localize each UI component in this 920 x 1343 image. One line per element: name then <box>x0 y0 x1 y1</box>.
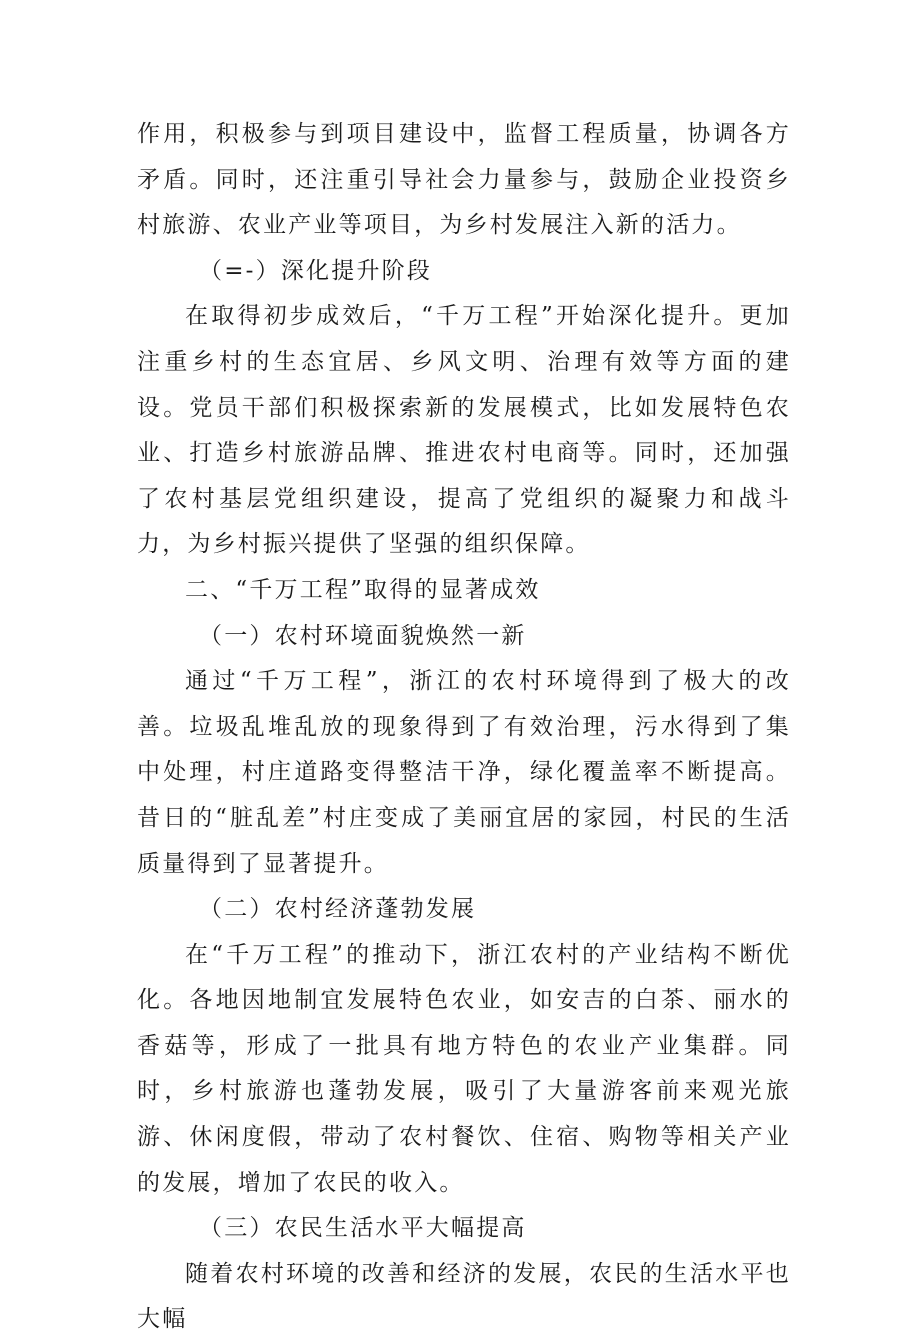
paragraph-environment: 通过“千万工程”，浙江的农村环境得到了极大的改善。垃圾乱堆乱放的现象得到了有效治理，污水得到了集中处理，村庄道路变得整洁干净，绿化覆盖率不断提高。昔日的“脏乱差”村庄变成了美丽宜居的家园，村民的生活质量得到了显著提升。 <box>137 668 791 877</box>
paragraph-deepening-stage: 在取得初步成效后，“千万工程”开始深化提升。更加注重乡村的生态宜居、乡风文明、治理有效等方面的建设。党员干部们积极探索新的发展模式，比如发展特色农业、打造乡村旅游品牌、推进农村电商等。同时，还加强了农村基层党组织建设，提高了党组织的凝聚力和战斗力，为乡村振兴提供了坚强的组织保障。 <box>137 303 791 558</box>
subsection-heading-economy: （二）农村经济蓬勃发展 <box>199 896 477 923</box>
subsection-heading-deepening-stage: （=-）深化提升阶段 <box>199 257 433 284</box>
section-heading-achievements: 二、“千万工程”取得的显著成效 <box>185 576 541 603</box>
subsection-heading-living-standard: （三）农民生活水平大幅提高 <box>199 1215 527 1242</box>
subsection-heading-environment: （一）农村环境面貌焕然一新 <box>199 622 527 649</box>
paragraph-economy: 在“千万工程”的推动下，浙江农村的产业结构不断优化。各地因地制宜发展特色农业，如安吉的白茶、丽水的香菇等，形成了一批具有地方特色的农业产业集群。同时，乡村旅游也蓬勃发展，吸引了大量游客前来观光旅游、休闲度假，带动了农村餐饮、住宿、购物等相关产业的发展，增加了农民的收入。 <box>137 941 791 1196</box>
document-body <box>137 112 791 1343</box>
paragraph-continuation: 作用，积极参与到项目建设中，监督工程质量，协调各方矛盾。同时，还注重引导社会力量参与，鼓励企业投资乡村旅游、农业产业等项目，为乡村发展注入新的活力。 <box>137 121 791 239</box>
paragraph-living-standard: 随着农村环境的改善和经济的发展，农民的生活水平也大幅 <box>137 1260 791 1333</box>
